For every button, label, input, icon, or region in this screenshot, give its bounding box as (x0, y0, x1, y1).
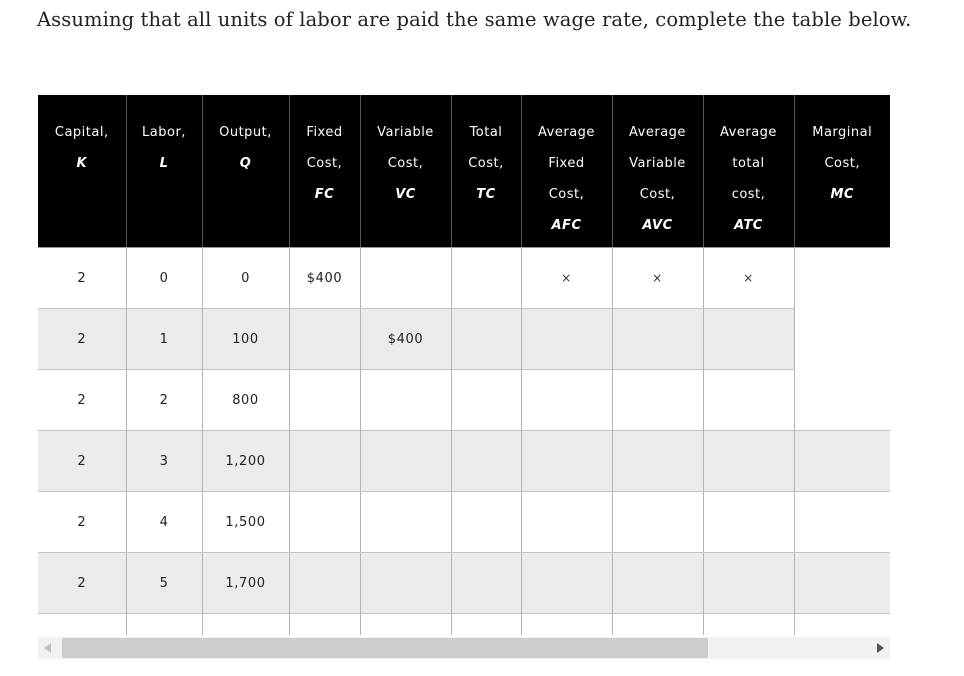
table-cell (360, 614, 451, 636)
table-cell (451, 370, 521, 431)
table-cell: × (612, 248, 703, 309)
table-cell (794, 431, 890, 492)
table-cell (289, 431, 360, 492)
table-cell (360, 248, 451, 309)
table-cell (521, 492, 612, 553)
table-cell: 5 (126, 553, 202, 614)
table-cell (521, 370, 612, 431)
table-cell: 1,500 (202, 492, 289, 553)
header-capital: Capital, K (38, 95, 126, 248)
table-row (38, 248, 890, 309)
table-cell (703, 431, 794, 492)
table-row (38, 309, 890, 370)
table-cell (703, 309, 794, 370)
table-cell: 1,200 (202, 431, 289, 492)
table-row (38, 370, 890, 431)
table-cell (360, 492, 451, 553)
table-cell: 2 (38, 370, 126, 431)
table-cell (451, 309, 521, 370)
table-cell (612, 370, 703, 431)
table-cell (126, 614, 202, 636)
table-row (38, 492, 890, 553)
table-cell (703, 614, 794, 636)
table-cell (451, 248, 521, 309)
table-cell: $400 (289, 248, 360, 309)
table-cell: 2 (126, 370, 202, 431)
table-cell: 0 (202, 248, 289, 309)
table-cell: $400 (360, 309, 451, 370)
header-average-fixed-cost: Average Fixed Cost, AFC (521, 95, 612, 248)
table-cell (451, 553, 521, 614)
table-cell (360, 553, 451, 614)
table-cell (289, 370, 360, 431)
table-cell: 2 (38, 431, 126, 492)
table-cell (451, 614, 521, 636)
table-cell (521, 553, 612, 614)
header-average-total-cost: Average total cost, ATC (703, 95, 794, 248)
table-cell (794, 309, 890, 370)
instruction-text: Assuming that all units of labor are paid the same wage rate, complete the table below. (37, 8, 912, 31)
table-row (38, 553, 890, 614)
header-output: Output, Q (202, 95, 289, 248)
table-cell (289, 614, 360, 636)
table-cell: × (521, 248, 612, 309)
header-variable-cost: Variable Cost, VC (360, 95, 451, 248)
header-fixed-cost: Fixed Cost, FC (289, 95, 360, 248)
scroll-right-arrow-icon[interactable] (877, 643, 884, 653)
table-cell (612, 553, 703, 614)
cost-table-container (38, 95, 890, 635)
table-cell (451, 492, 521, 553)
table-cell: 100 (202, 309, 289, 370)
table-cell (612, 614, 703, 636)
table-row-partial (38, 614, 890, 636)
header-average-variable-cost: Average Variable Cost, AVC (612, 95, 703, 248)
table-cell (794, 492, 890, 553)
table-cell (451, 431, 521, 492)
table-cell (289, 309, 360, 370)
horizontal-scrollbar[interactable] (38, 637, 890, 659)
table-cell (703, 370, 794, 431)
table-cell: 800 (202, 370, 289, 431)
table-cell: 0 (126, 248, 202, 309)
table-cell (794, 370, 890, 431)
table-cell (703, 492, 794, 553)
scroll-left-arrow-icon[interactable] (44, 643, 51, 653)
table-cell (521, 309, 612, 370)
table-cell (360, 370, 451, 431)
table-cell: 2 (38, 248, 126, 309)
table-cell (289, 553, 360, 614)
table-cell (38, 614, 126, 636)
table-cell (202, 614, 289, 636)
table-cell (360, 431, 451, 492)
table-cell: × (703, 248, 794, 309)
table-cell (612, 492, 703, 553)
table-header-row (38, 95, 890, 248)
table-cell: 1,700 (202, 553, 289, 614)
table-cell (612, 431, 703, 492)
table-cell: 3 (126, 431, 202, 492)
table-cell (521, 614, 612, 636)
table-row (38, 431, 890, 492)
table-cell: 1 (126, 309, 202, 370)
header-total-cost: Total Cost, TC (451, 95, 521, 248)
table-cell: 2 (38, 309, 126, 370)
table-cell (521, 431, 612, 492)
table-cell (289, 492, 360, 553)
cost-table (38, 95, 890, 635)
table-cell (794, 553, 890, 614)
header-marginal-cost: Marginal Cost, MC (794, 95, 890, 248)
table-cell (794, 248, 890, 309)
table-cell: 2 (38, 553, 126, 614)
scrollbar-thumb[interactable] (62, 638, 708, 658)
table-cell: 4 (126, 492, 202, 553)
table-cell: 2 (38, 492, 126, 553)
table-cell (703, 553, 794, 614)
table-cell (794, 614, 890, 636)
table-cell (612, 309, 703, 370)
header-labor: Labor, L (126, 95, 202, 248)
